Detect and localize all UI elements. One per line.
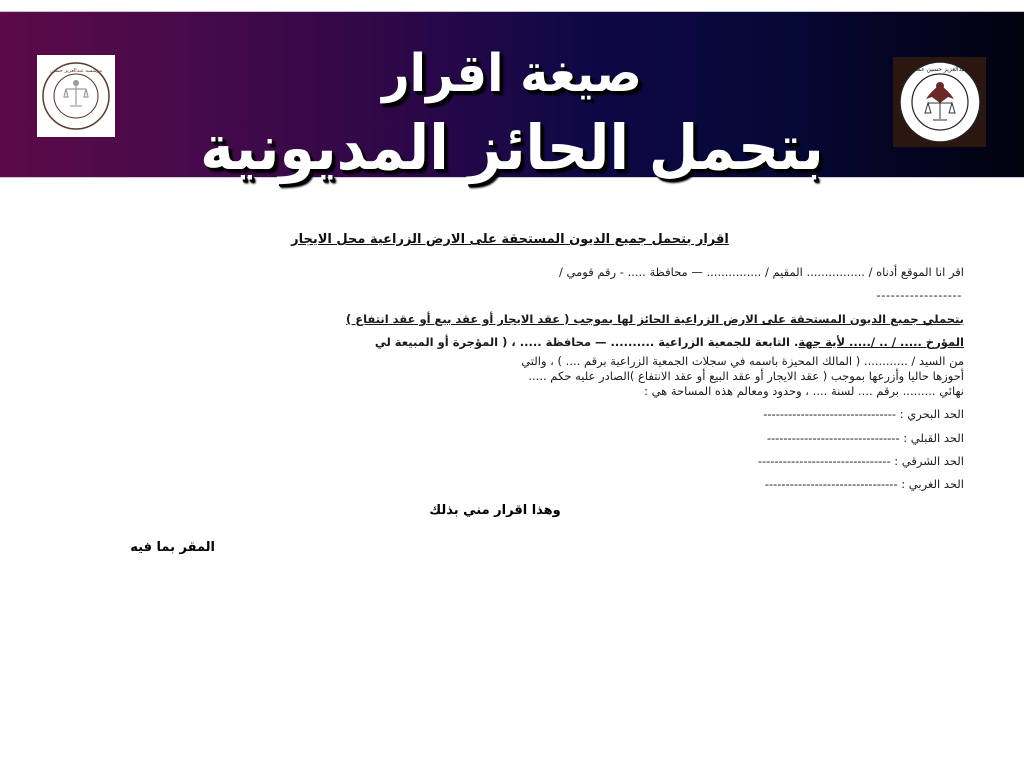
banner-title-line-1: صيغة اقرار bbox=[382, 44, 642, 104]
closing-statement: وهذا اقرار مني بذلك bbox=[429, 503, 561, 518]
boundary-south bbox=[767, 430, 964, 446]
declaration-line-7: نهائي ......... برقم .... لسنة .... ، وحدود ومعالم هذه المساحة هي : bbox=[644, 384, 964, 398]
boundary-east-label: الحد الشرقي : bbox=[894, 454, 964, 468]
declaration-line-1: اقر انا الموقع أدناه / ................ المقيم / ............... — محافظة ..... - رقم قومي / bbox=[559, 265, 964, 279]
boundary-west-label: الحد الغربي : bbox=[901, 477, 964, 491]
signature-label: المقر بما فيه bbox=[130, 540, 215, 555]
boundary-east bbox=[758, 453, 964, 469]
declaration-line-4 bbox=[375, 334, 964, 350]
boundary-west-value: -------------------------------- bbox=[764, 477, 898, 491]
svg-text:عبدالعزيز حسين عمار: عبدالعزيز حسين عمار bbox=[912, 66, 967, 73]
declaration-line-3: بتحملي جميع الديون المستحقة على الارض الزراعية الحائز لها بموجب ( عقد الايجار أو عقد بيع أو عقد انتفاع ) bbox=[346, 312, 964, 326]
declaration-line-2: ------------------ bbox=[876, 288, 962, 302]
declaration-line-6: أحوزها حاليا وأزرعها بموجب ( عقد الايجار أو عقد البيع أو عقد الانتفاع )الصادر عليه حكم ..... bbox=[528, 369, 964, 383]
boundary-east-value: -------------------------------- bbox=[757, 454, 891, 468]
cooperative-governorate-text: . التابعة للجمعية الزراعية .......... — محافظة ..... ، ( المؤجرة أو المبيعة لي bbox=[374, 335, 799, 349]
header-banner bbox=[0, 11, 1024, 184]
seal-logo-right bbox=[893, 57, 986, 147]
boundary-west bbox=[765, 476, 964, 492]
boundary-south-value: -------------------------------- bbox=[766, 431, 900, 445]
document-heading: اقرار بتحمل جميع الديون المستحقة على الارض الزراعية محل الايجار bbox=[291, 232, 729, 247]
svg-text:مؤسسة عبدالعزيز حسين: مؤسسة عبدالعزيز حسين bbox=[50, 68, 102, 74]
declaration-line-5: من السيد / ............ ( المالك المحيزة باسمه في سجلات الجمعية الزراعية برقم .... ) ، والتي bbox=[521, 354, 964, 368]
boundary-south-label: الحد القبلي : bbox=[903, 431, 964, 445]
banner-title-line-2: بتحمل الحائز المديونية bbox=[200, 111, 824, 184]
scales-of-justice-seal-icon bbox=[896, 59, 984, 145]
boundary-north-value: -------------------------------- bbox=[763, 407, 897, 421]
contract-date-text: المؤرخ ..... / .. /..... لأية جهة bbox=[798, 335, 964, 349]
boundary-north-label: الحد البحري : bbox=[899, 407, 964, 421]
boundary-north bbox=[763, 406, 964, 422]
